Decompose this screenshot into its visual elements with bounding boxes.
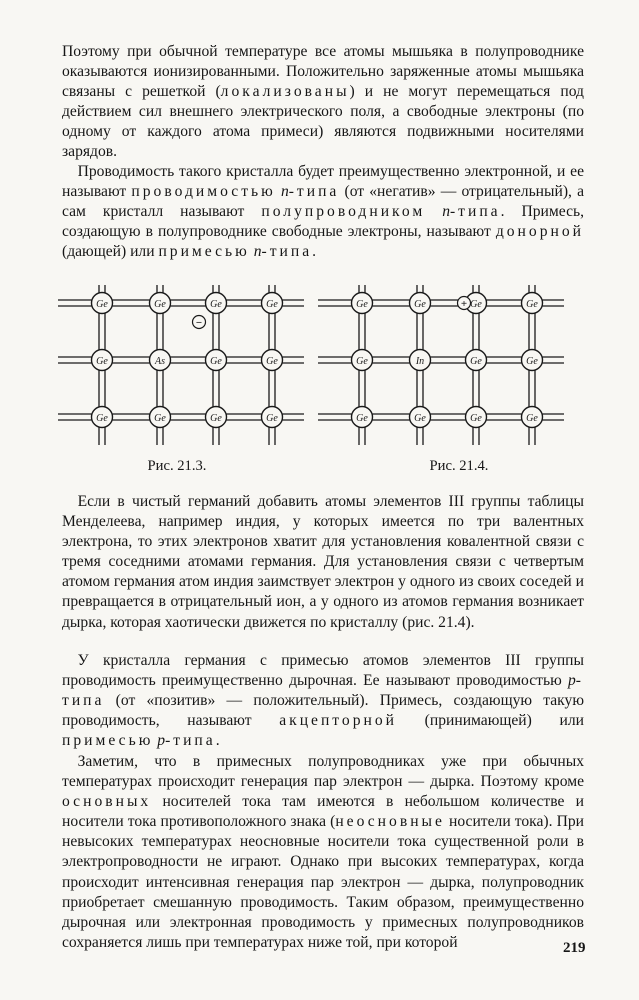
- page-number: 219: [563, 940, 586, 956]
- atom-label: As: [155, 356, 165, 367]
- atom-label: Ge: [470, 299, 482, 310]
- atom-label: Ge: [356, 299, 368, 310]
- atom-label: Ge: [266, 413, 278, 424]
- lattice-diagram-arsenic: [58, 285, 308, 450]
- atom-label: Ge: [356, 413, 368, 424]
- charge-sign: +: [460, 298, 468, 310]
- charge-sign: −: [195, 317, 203, 329]
- atom-label: Ge: [526, 356, 538, 367]
- atom-label: Ge: [470, 356, 482, 367]
- atom-label: Ge: [210, 356, 222, 367]
- atom-label: Ge: [96, 299, 108, 310]
- atom-label: Ge: [356, 356, 368, 367]
- figure-caption-21-3: Рис. 21.3.: [147, 458, 207, 474]
- atom-label: In: [415, 356, 425, 367]
- atom-label: Ge: [526, 413, 538, 424]
- paragraph-3: Если в чистый германий добавить атомы элементов III группы таблицы Менделеева, например индия, у которых имеется по три валентных электрона, то этих электронов хватит для установления ковалентной связи с тремя соседними атомами германия. Для установления связи с четвертым атомом германия атом индия заимствует электрон у одного из своих соседей и превращается в отрицательный ион, а у одного из атомов германия возникает дырка, которая хаотически движется по кристаллу (рис. 21.4).: [62, 493, 584, 631]
- atom-label: Ge: [96, 356, 108, 367]
- atom-label: Ge: [266, 299, 278, 310]
- paragraph-2: Проводимость такого кристалла будет преимущественно электронной, и ее называют проводимостью n-типа (от «негатив» — отрицательный), а сам кристалл называют полупроводником n-типа. Примесь, создающую в полупроводнике свободные электроны, называют донорной (дающей) или примесью n-типа.: [62, 163, 585, 261]
- paragraph-5: Заметим, что в примесных полупроводниках уже при обычных температурах происходит генерация пар электрон — дырка. Поэтому кроме основных носителей тока там имеются в небольшом количестве и носители тока противоположного знака (неосновные носители тока). При невысоких температурах неосновные носители тока существенной роли в электропроводности не играют. Однако при высоких температурах, когда происходит интенсивная генерация пар электрон — дырка, полупроводник приобретает смешанную проводимость. Таким образом, преимущественно дырочная или электронная проводимость у примесных полупроводников сохраняется лишь при температурах ниже той, при которой: [62, 753, 584, 951]
- atom-label: Ge: [210, 299, 222, 310]
- atom-label: Ge: [154, 299, 166, 310]
- atom-label: Ge: [414, 299, 426, 310]
- paragraph-4: У кристалла германия с примесью атомов элементов III группы проводимость преимущественно дырочная. Ее называют проводимостью p-типа (от «позитив» — положительный). Примесь, создающую такую проводимость, называют акцепторной (принимающей) или примесью p-типа.: [62, 652, 584, 750]
- atom-label: Ge: [470, 413, 482, 424]
- atom-label: Ge: [154, 413, 166, 424]
- atom-label: Ge: [210, 413, 222, 424]
- atom-label: Ge: [96, 413, 108, 424]
- atom-label: Ge: [526, 299, 538, 310]
- atom-label: Ge: [414, 413, 426, 424]
- atom-label: Ge: [266, 356, 278, 367]
- paragraph-1: Поэтому при обычной температуре все атомы мышьяка в полупроводнике оказываются ионизированными. Положительно заряженные атомы мышьяка связаны с решеткой (локализованы) и не могут перемещаться под действием сил внешнего электрического поля, а свободные электроны (по одному от каждого атома примеси) являются подвижными носителями зарядов.: [62, 43, 584, 161]
- lattice-diagram-indium: [318, 285, 568, 450]
- figure-caption-21-4: Рис. 21.4.: [429, 458, 489, 474]
